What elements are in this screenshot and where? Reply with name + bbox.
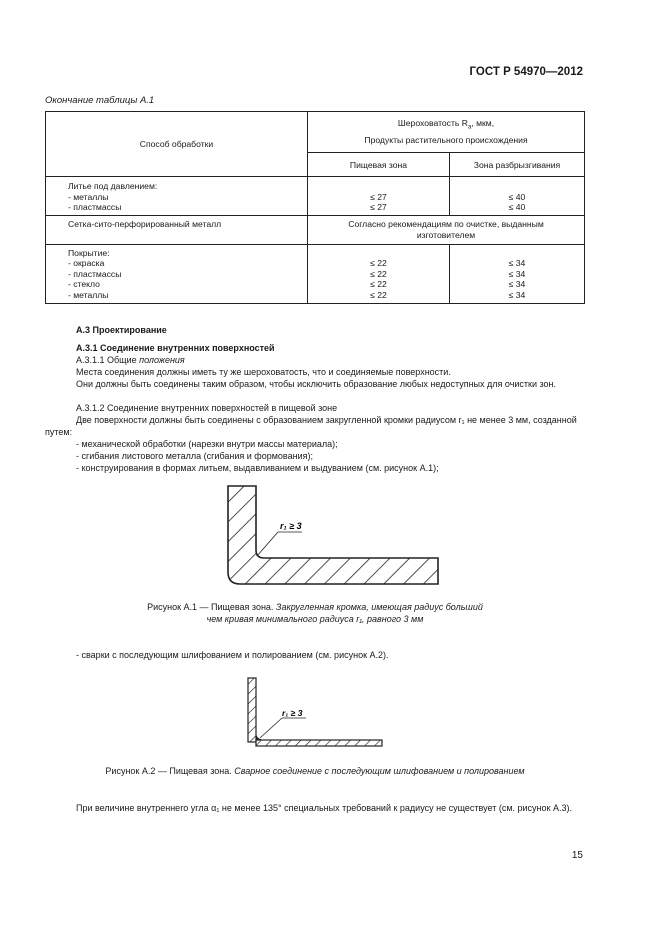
table-row: Покрытие: - окраска - пластмассы - стекло - металлы ≤ 22 ≤ 22 ≤ 22 ≤ 22 ≤ 34 ≤ 34 ≤ 34 ≤ 34 xyxy=(46,244,585,304)
method-header: Способ обработки xyxy=(46,112,308,177)
list-item: - сварки с последующим шлифованием и полированием (см. рисунок А.2). xyxy=(76,650,389,660)
paragraph: При величине внутреннего угла α₁ не менее 135° специальных требований к радиусу не существует (см. рисунок А.3). xyxy=(76,803,572,813)
figure-a2-label: r₁ ≥ 3 xyxy=(282,708,303,718)
table-caption: Окончание таблицы А.1 xyxy=(45,95,155,106)
figure-a1-caption: Рисунок А.1 — Пищевая зона. Закругленная кромка, имеющая радиус больший xyxy=(147,602,483,612)
figure-a1-caption-line2: чем кривая минимального радиуса r₁, равного 3 мм xyxy=(206,614,424,624)
paragraph: Две поверхности должны быть соединены с образованием закругленной кромки радиусом r₁ не менее 3 мм, созданной путем: xyxy=(45,415,577,437)
document-code: ГОСТ Р 54970—2012 xyxy=(469,66,583,78)
table-row: Литье под давлением: - металлы - пластмассы ≤ 27 ≤ 27 ≤ 40 ≤ 40 xyxy=(46,177,585,216)
col-spray-zone: Зона разбрызгивания xyxy=(450,153,585,177)
section-a312-heading: А.3.1.2 Соединение внутренних поверхностей в пищевой зоне xyxy=(76,403,338,413)
col-food-zone: Пищевая зона xyxy=(308,153,450,177)
figure-a1-label: r₁ ≥ 3 xyxy=(280,521,302,531)
figure-a2-drawing xyxy=(240,672,390,752)
page-number: 15 xyxy=(571,850,583,861)
list-item: - сгибания листового металла (сгибания и формования); xyxy=(76,451,313,461)
paragraph: Они должны быть соединены таким образом, чтобы исключить образование любых недоступных для очистки зон. xyxy=(76,379,556,389)
table-row: Сетка-сито-перфорированный металл Согласно рекомендациям по очистке, выданным изготовителем xyxy=(46,215,585,244)
list-item: - механической обработки (нарезки внутри массы материала); xyxy=(76,439,338,449)
roughness-header: Шероховатость $R_а$, мкм, Продукты растительного происхождения xyxy=(308,112,585,153)
figure-a2-caption: Рисунок А.2 — Пищевая зона. Сварное соединение с последующим шлифованием и полированием xyxy=(105,766,525,776)
figure-a1-drawing xyxy=(210,480,450,590)
list-item: - конструирования в формах литьем, выдавливанием и выдуванием (см. рисунок А.1); xyxy=(76,463,439,473)
section-a311-heading: А.3.1.1 Общие положения xyxy=(76,355,185,365)
section-a3-heading: А.3 Проектирование xyxy=(76,325,167,335)
roughness-table xyxy=(45,111,585,304)
section-a31-heading: А.3.1 Соединение внутренних поверхностей xyxy=(76,343,275,353)
paragraph: Места соединения должны иметь ту же шероховатость, что и соединяемые поверхности. xyxy=(76,367,451,377)
